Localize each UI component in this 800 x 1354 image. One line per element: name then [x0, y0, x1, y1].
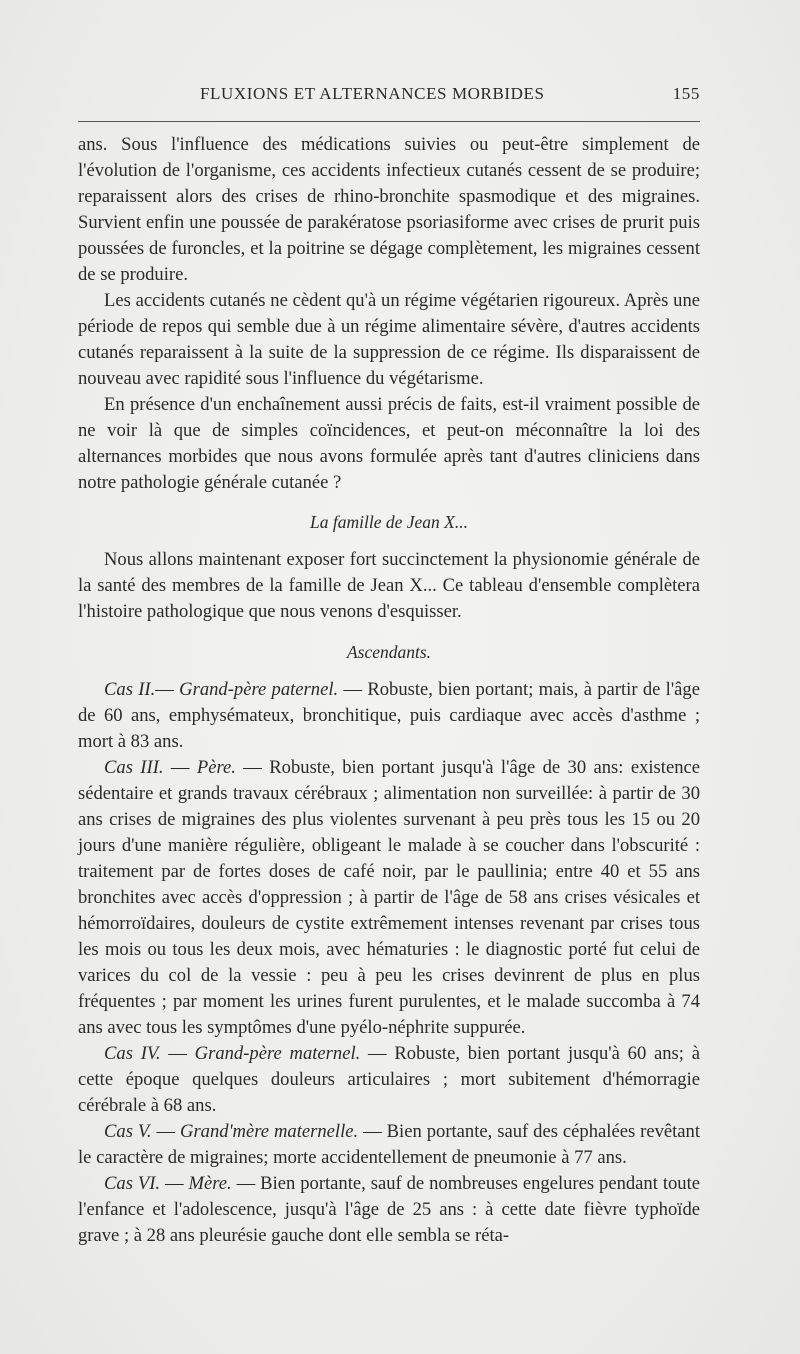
page-number: 155: [672, 84, 700, 103]
running-title: FLUXIONS ET ALTERNANCES MORBIDES: [200, 84, 545, 103]
intro-paragraph: ans. Sous l'influence des médications suivies ou peut-être simplement de l'évolution de l'organisme, ces accidents infectieux cutanés cessent de se produire; reparaissent alors des crises de rhino-bronchite spasmodique et des migraines. Survient enfin une poussée de parakératose psoriasiforme avec crises de prurit puis poussées de furoncles, et la poitrine se dégage complètement, les migraines cessent de se produire.: [78, 134, 700, 285]
case-paragraph-2: [78, 677, 700, 755]
section-heading: La famille de Jean X...: [310, 512, 468, 532]
paragraph-vegetarian-regime: Les accidents cutanés ne cèdent qu'à un régime végétarien rigoureux. Après une période de repos qui semble due à un régime alimentaire sévère, d'autres accidents cutanés reparaissent à la suite de la suppression de ce régime. Ils disparaissent de nouveau avec rapidité sous l'influence du végétarisme.: [78, 290, 700, 389]
case-paragraph-6: [78, 1171, 700, 1249]
case-label: Cas IV.: [104, 1043, 161, 1064]
case-text: — Robuste, bien portant jusqu'à l'âge de 30 ans: existence sédentaire et grands travaux cérébraux ; alimentation non surveillée: à partir de 30 ans crises de migraines des plus violentes survenant à peu près tous les 15 ou 20 jours d'une manière régulière, obligeant le malade à se coucher dans l'obscurité : traitement par de fortes doses de café noir, par le paullinia; entre 40 et 55 ans bronchites avec accès d'oppression ; à partir de l'âge de 58 ans crises vésicales et hémorroïdaires, douleurs de cystite extrêmement intenses revenant par crises tous les mois ou tous les deux mois, avec hématuries : le diagnostic porté fut celui de varices du col de la vessie : peu à peu les crises devinrent de plus en plus fréquentes ; par moment les urines furent purulentes, et le malade succomba à 74 ans avec tous les symptômes d'une pyélo-néphrite suppurée.: [78, 757, 700, 1038]
paragraph-morbid-alternations: En présence d'un enchaînement aussi précis de faits, est-il vraiment possible de ne voir là que de simples coïncidences, et peut-on méconnaître la loi des alternances morbides que nous avons formulée après tant d'autres cliniciens dans notre pathologie générale cutanée ?: [78, 394, 700, 493]
body-text: [78, 132, 700, 1249]
case-paragraph-5: [78, 1119, 700, 1171]
case-relation: Père.: [196, 757, 236, 778]
case-separator: —: [151, 1121, 181, 1142]
case-relation: Mère.: [188, 1173, 232, 1194]
case-relation: Grand-père maternel.: [194, 1043, 361, 1064]
case-text: — Bien portante, sauf des céphalées revêtant le caractère de migraines; morte accidentellement de pneumonie à 77 ans.: [78, 1121, 701, 1168]
case-paragraph-3: [78, 755, 700, 1041]
case-separator: —: [155, 679, 180, 700]
case-text: — Bien portante, sauf de nombreuses engelures pendant toute l'enfance et l'adolescence, jusqu'à l'âge de 25 ans : à cette date fièvre typhoïde grave ; à 28 ans pleurésie gauche dont elle sembla se réta-: [78, 1173, 700, 1246]
case-relation: Grand'mère maternelle.: [180, 1121, 359, 1142]
case-label: Cas VI.: [104, 1173, 161, 1194]
header-rule: [78, 121, 700, 122]
case-paragraph-4: [78, 1041, 700, 1119]
case-relation: Grand-père paternel.: [179, 679, 339, 700]
case-label: Cas III.: [104, 757, 164, 778]
case-separator: —: [163, 757, 197, 778]
case-text: — Robuste, bien portant; mais, à partir de l'âge de 60 ans, emphysémateux, bronchitique, puis cardiaque avec accès d'asthme ; mort à 83 ans.: [78, 679, 700, 752]
case-separator: —: [160, 1173, 189, 1194]
case-separator: —: [160, 1043, 195, 1064]
subsection-heading: Ascendants.: [346, 642, 432, 662]
case-label: Cas II.: [104, 679, 156, 700]
case-text: — Robuste, bien portant jusqu'à 60 ans; à cette époque quelques douleurs articulaires ; mort subitement d'hémorragie cérébrale à 68 ans.: [78, 1043, 700, 1116]
page-header: [78, 84, 700, 110]
case-label: Cas V.: [104, 1121, 152, 1142]
section-intro-paragraph: Nous allons maintenant exposer fort succinctement la physionomie générale de la santé des membres de la famille de Jean X... Ce tableau d'ensemble complètera l'histoire pathologique que nous venons d'esquisser.: [78, 549, 700, 622]
